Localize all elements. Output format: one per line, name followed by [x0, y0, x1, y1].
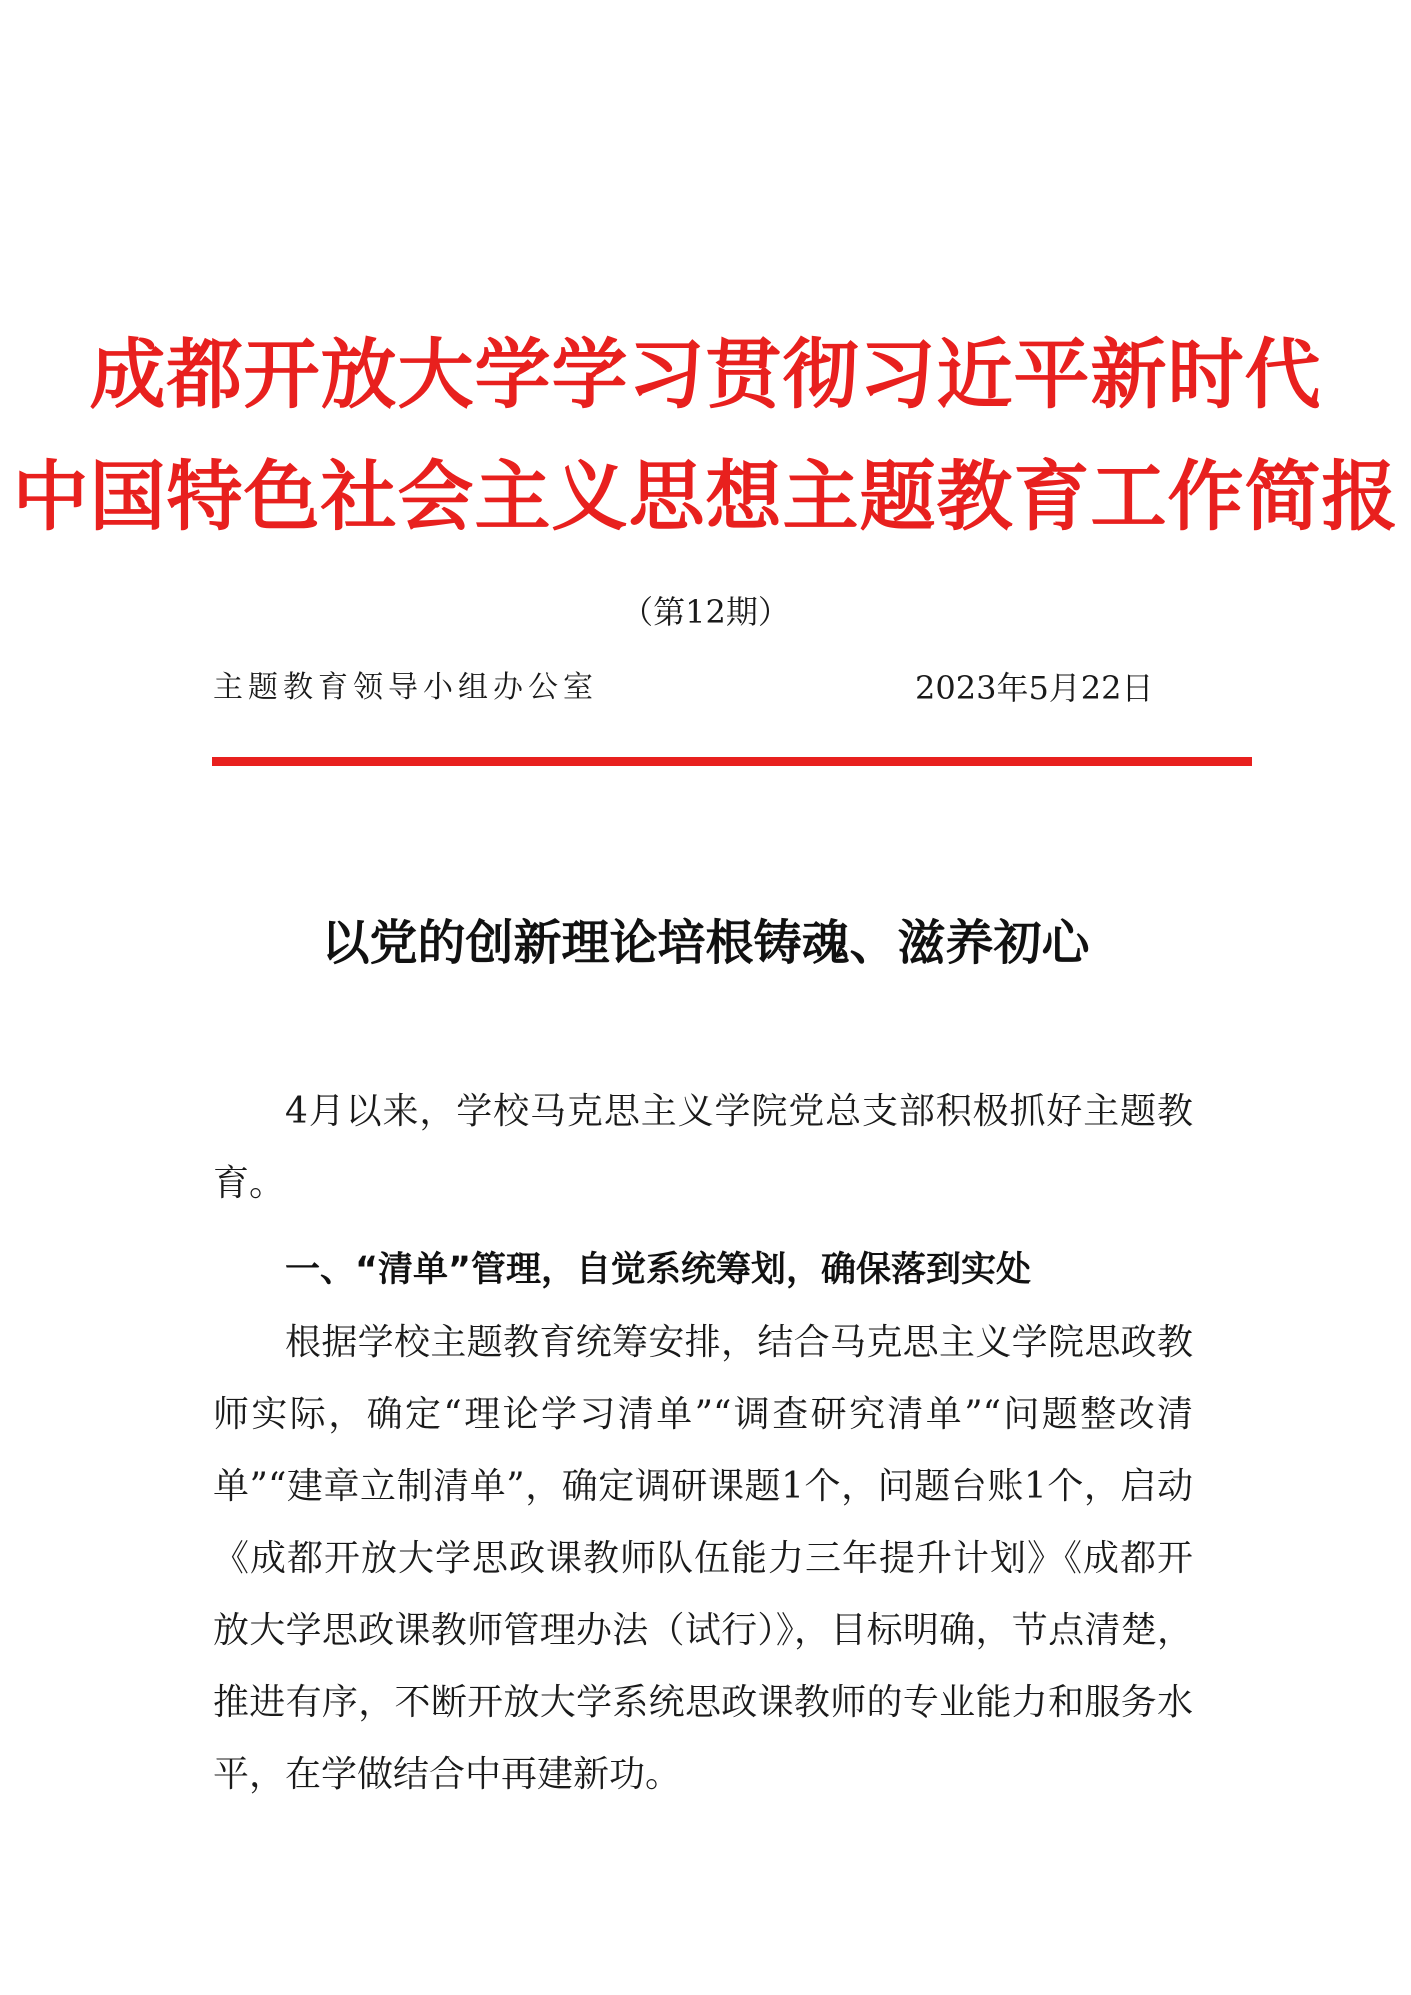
section-paragraph: 根据学校主题教育统筹安排，结合马克思主义学院思政教师实际，确定“理论学习清单”“调查研究清单”“问题整改清单”“建章立制清单”，确定调研课题1个，问题台账1个，启动《成都开放大学思政课教师队伍能力三年提升计划》《成都开放大学思政课教师管理办法（试行）》，目标明确，节点清楚，推进有序，不断开放大学系统思政课教师的专业能力和服务水平，在学做结合中再建新功。 — [213, 1322, 1193, 1795]
issue-number: （第12期） — [621, 593, 790, 631]
article-title: 以党的创新理论培根铸魂、滋养初心 — [321, 915, 1090, 971]
red-divider-rule — [212, 757, 1252, 766]
issuing-office: 主题教育领导小组办公室 — [213, 670, 598, 705]
masthead-title-line-1: 成都开放大学学习贯彻习近平新时代 — [89, 330, 1322, 419]
intro-paragraph: 4月以来，学校马克思主义学院党总支部积极抓好主题教育。 — [213, 1091, 1193, 1204]
section-heading: 一、“清单”管理，自觉系统筹划，确保落到实处 — [285, 1250, 1032, 1290]
issue-date: 2023年5月22日 — [915, 669, 1154, 707]
masthead-title-line-2: 中国特色社会主义思想主题教育工作简报 — [12, 452, 1399, 541]
